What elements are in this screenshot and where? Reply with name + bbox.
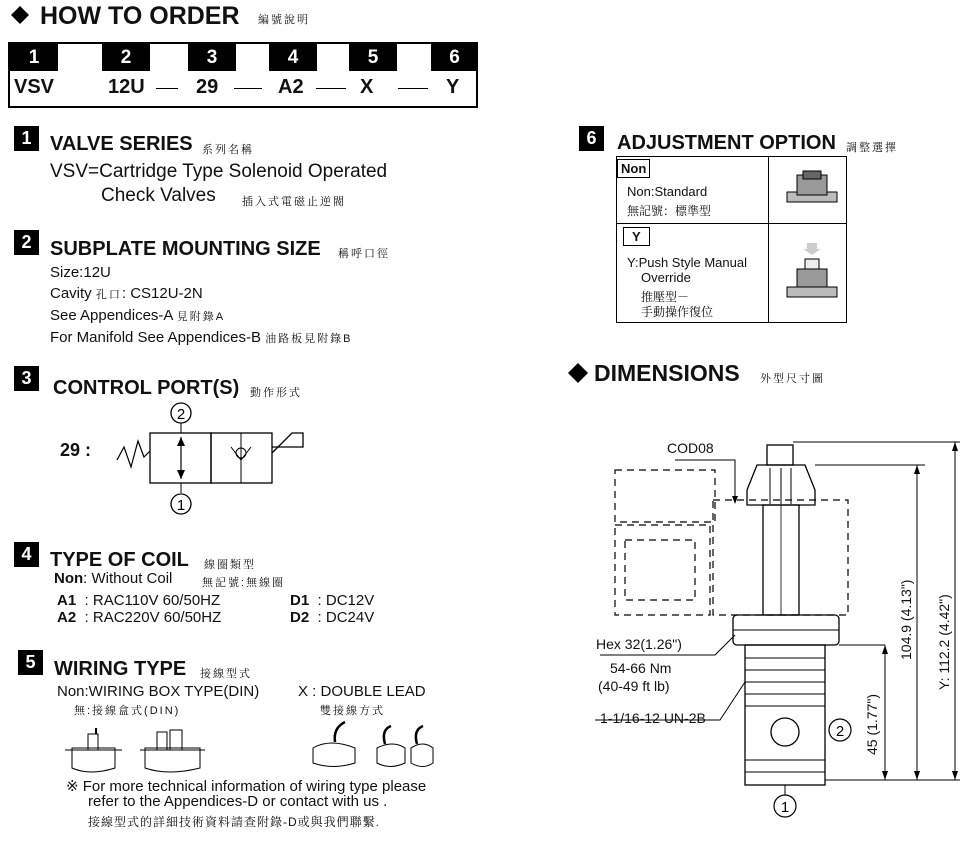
wiring-non: Non:WIRING BOX TYPE(DIN)	[57, 683, 260, 700]
adj-y-line3: 推壓型－	[641, 290, 690, 304]
page-title: HOW TO ORDER	[40, 2, 240, 30]
dims-thread: 1-1/16-12 UN-2B	[600, 710, 706, 726]
sec3-code: 29 :	[60, 440, 92, 460]
order-val-coil: A2	[278, 76, 304, 98]
dims-torque-ftlb: (40-49 ft lb)	[598, 678, 670, 694]
control-port-symbol	[0, 395, 320, 515]
order-pos-2: 2	[102, 44, 150, 71]
sec2-title: SUBPLATE MOUNTING SIZE	[50, 238, 321, 260]
wiring-double-lead-icon	[305, 718, 455, 778]
order-pos-3: 3	[188, 44, 236, 71]
order-val-adjust: Y	[446, 76, 460, 98]
adj-y-line1: Y:Push Style Manual	[627, 255, 747, 270]
sec1-line1: VSV=Cartridge Type Solenoid Operated	[50, 161, 388, 182]
sec2-size: Size:12U	[50, 264, 111, 281]
wiring-x-cn: 雙接線方式	[320, 705, 385, 717]
adjustment-table	[616, 156, 847, 323]
sec2-number: 2	[14, 230, 39, 255]
order-code-table	[8, 42, 478, 108]
order-val-size: 12U	[108, 76, 145, 98]
dims-title: DIMENSIONS	[594, 360, 740, 386]
sec1-title-cn: 系列名稱	[202, 144, 254, 156]
sec6-title-cn: 調整選擇	[846, 142, 898, 154]
sec3-title: CONTROL PORT(S)	[53, 377, 240, 399]
sec4-number: 4	[14, 542, 39, 567]
adj-y-line2: Override	[641, 270, 691, 285]
dims-cod: COD08	[667, 440, 714, 456]
coil-non-cn: 無記號:無線圈	[202, 577, 286, 589]
order-pos-6: 6	[431, 44, 478, 71]
sec2-appendix-a: See Appendices-A 見附錄A	[50, 307, 226, 324]
coil-non: Non: Without Coil	[54, 570, 173, 587]
adj-non-line2: 無記號：標準型	[627, 204, 712, 218]
order-pos-1: 1	[10, 44, 58, 71]
sec5-title: WIRING TYPE	[54, 658, 187, 680]
adj-push-override-icon	[777, 237, 847, 317]
sec1-title: VALVE SERIES	[50, 133, 193, 155]
dimension-drawing	[595, 430, 975, 830]
dims-title-cn: 外型尺寸圖	[760, 373, 825, 385]
dims-45: 45 (1.77")	[864, 693, 880, 755]
dims-port-1: 1	[780, 799, 790, 816]
adj-non-tag: Non	[617, 159, 650, 178]
wiring-non-cn: 無:接線盒式(DIN)	[74, 705, 181, 717]
port-1-label: 1	[176, 497, 186, 514]
sec1-line2-cn: 插入式電磁止逆閥	[242, 196, 346, 208]
wiring-din-icon	[60, 718, 240, 778]
order-val-series: VSV	[14, 76, 55, 98]
port-2-label: 2	[176, 406, 186, 423]
page-title-cn: 編號說明	[258, 14, 310, 26]
diamond-icon	[10, 5, 30, 25]
order-pos-4: 4	[269, 44, 317, 71]
sec2-title-cn: 稱呼口徑	[338, 248, 390, 260]
sec2-cavity: Cavity 孔口: CS12U-2N	[50, 285, 203, 302]
sec4-title: TYPE OF COIL	[50, 549, 189, 571]
wiring-note-1: ※ For more technical information of wiring type please	[66, 778, 427, 795]
order-val-port: 29	[196, 76, 219, 98]
sec5-number: 5	[18, 650, 43, 675]
sec3-title-cn: 動作形式	[250, 387, 302, 399]
order-pos-5: 5	[349, 44, 397, 71]
dims-torque-nm: 54-66 Nm	[610, 660, 672, 676]
coil-d1: D1 : DC12V	[290, 592, 375, 609]
sec1-number: 1	[14, 126, 39, 151]
sec6-title: ADJUSTMENT OPTION	[617, 132, 836, 154]
wiring-note-2: refer to the Appendices-D or contact with us .	[88, 793, 388, 810]
sec6-number: 6	[579, 126, 604, 151]
sec4-title-cn: 線圈類型	[204, 559, 256, 571]
dims-hex: Hex 32(1.26")	[596, 636, 682, 652]
sec1-line2: Check Valves	[101, 185, 216, 206]
adj-y-line4: 手動操作復位	[641, 305, 714, 319]
dims-port-2: 2	[835, 723, 845, 740]
sec2-appendix-b: For Manifold See Appendices-B 油路板見附錄B	[50, 329, 353, 346]
dims-y: Y: 112.2 (4.42")	[936, 594, 952, 690]
adj-non-line1: Non:Standard	[627, 184, 708, 199]
adj-y-tag: Y	[623, 227, 650, 246]
diamond-icon-dims	[567, 362, 589, 384]
sec3-number: 3	[14, 366, 39, 391]
coil-d2: D2 : DC24V	[290, 609, 375, 626]
wiring-note-cn: 接線型式的詳細技術資料請查附錄-D或與我們聯繫.	[88, 815, 380, 829]
wiring-x: X : DOUBLE LEAD	[298, 683, 426, 700]
adj-standard-icon	[777, 167, 847, 217]
sec5-title-cn: 接線型式	[200, 668, 252, 680]
order-val-wiring: X	[360, 76, 374, 98]
coil-a1: A1 : RAC110V 60/50HZ	[57, 592, 221, 609]
coil-a2: A2 : RAC220V 60/50HZ	[57, 609, 222, 626]
dims-104: 104.9 (4.13")	[898, 579, 914, 660]
